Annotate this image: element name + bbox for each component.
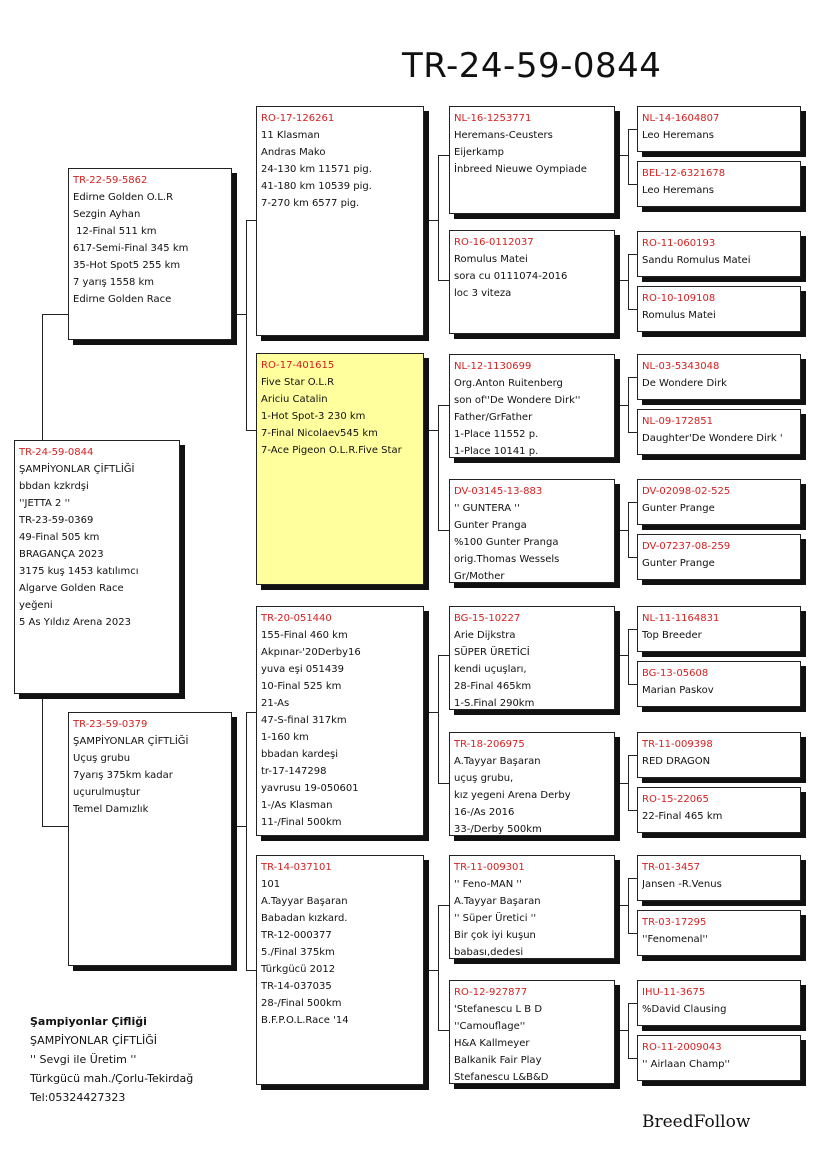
pigeon-info-line: 5./Final 375km [261, 947, 335, 958]
pigeon-info-line: Ariciu Catalin [261, 394, 328, 405]
connector-line [628, 432, 637, 433]
ring-number: TR-18-206975 [454, 739, 525, 750]
great-grandparent-card [449, 106, 615, 214]
great-great-grandparent-card [637, 479, 801, 525]
pigeon-info-line: Gunter Prange [642, 558, 715, 569]
ring-number: NL-16-1253771 [454, 113, 532, 124]
great-great-grandparent-card [637, 606, 801, 652]
connector-line [628, 1058, 637, 1059]
pigeon-info-line: RED DRAGON [642, 756, 711, 767]
ring-number: NL-14-1604807 [642, 113, 720, 124]
pigeon-info-line: Marian Paskov [642, 685, 714, 696]
pigeon-info-line: '' Airlaan Champ'' [642, 1059, 730, 1070]
connector-line [438, 905, 439, 1030]
pigeon-info-line: Stefanescu L&B&D [454, 1072, 549, 1083]
connector-line [42, 826, 68, 827]
pigeon-info-line: 5 As Yıldız Arena 2023 [19, 617, 131, 628]
ring-number: RO-10-109108 [642, 293, 716, 304]
pigeon-info-line: ''Fenomenal'' [642, 934, 708, 945]
pigeon-info-line: 47-S-final 317km [261, 715, 347, 726]
ring-number: RO-11-2009043 [642, 1042, 722, 1053]
ring-number: TR-11-009398 [642, 739, 713, 750]
connector-line [615, 655, 628, 656]
ring-number: NL-11-1164831 [642, 613, 720, 624]
connector-line [438, 1030, 449, 1031]
great-grandparent-card [449, 980, 615, 1084]
pigeon-info-line: Father/GrFather [454, 412, 533, 423]
pigeon-info-line: Sezgin Ayhan [73, 209, 141, 220]
pigeon-info-line: Uçuş grubu [73, 753, 131, 764]
pigeon-info-line: A.Tayyar Başaran [454, 896, 541, 907]
connector-line [628, 502, 629, 557]
ring-number: TR-23-59-0379 [73, 719, 148, 730]
ring-number: RO-15-22065 [642, 794, 709, 805]
pigeon-info-line: H&A Kallmeyer [454, 1038, 530, 1049]
pigeon-info-line: 21-As [261, 698, 290, 709]
pigeon-info-line: BRAGANÇA 2023 [19, 549, 104, 560]
ring-number: BEL-12-6321678 [642, 168, 726, 179]
connector-line [628, 254, 637, 255]
pigeon-info-line: uçurulmuştur [73, 787, 141, 798]
pigeon-info-line: Daughter'De Wondere Dirk ' [642, 433, 783, 444]
connector-line [628, 377, 629, 432]
brand-logo: BreedFollow [642, 1112, 751, 1132]
connector-line [628, 184, 637, 185]
pigeon-info-line: 33-/Derby 500km [454, 824, 542, 835]
pigeon-info-line: son of''De Wondere Dirk'' [454, 395, 581, 406]
breeder-name: Şampiyonlar Çifliği [30, 1015, 147, 1028]
ring-number: NL-12-1130699 [454, 361, 532, 372]
pigeon-info-line: yavrusu 19-050601 [261, 783, 359, 794]
connector-line [246, 220, 256, 221]
pigeon-info-line: tr-17-147298 [261, 766, 327, 777]
connector-line [424, 430, 438, 431]
connector-line [246, 970, 256, 971]
connector-line [615, 280, 628, 281]
ring-number: RO-12-927877 [454, 987, 528, 998]
connector-line [628, 557, 637, 558]
pigeon-info-line: '' Feno-MAN '' [454, 879, 522, 890]
pigeon-info-line: 10-Final 525 km [261, 681, 342, 692]
ring-number: TR-01-3457 [642, 862, 701, 873]
pigeon-info-line: Top Breeder [642, 630, 702, 641]
pigeon-info-line: Gunter Pranga [454, 520, 527, 531]
great-great-grandparent-card [637, 787, 801, 833]
ring-number: DV-03145-13-883 [454, 486, 543, 497]
connector-line [232, 314, 246, 315]
connector-line [615, 783, 628, 784]
connector-line [628, 254, 629, 309]
ring-number: BG-15-10227 [454, 613, 521, 624]
ring-number: TR-20-051440 [261, 613, 332, 624]
pigeon-info-line: 11-/Final 500km [261, 817, 342, 828]
breeder-info [30, 1012, 193, 1107]
ring-number: RO-17-401615 [261, 360, 335, 371]
pigeon-info-line: 7-270 km 6577 pig. [261, 198, 360, 209]
connector-line [628, 1003, 637, 1004]
connector-line [438, 405, 449, 406]
pigeon-info-line: Jansen -R.Venus [642, 879, 722, 890]
pigeon-info-line: 41-180 km 10539 pig. [261, 181, 372, 192]
pigeon-info-line: TR-23-59-0369 [19, 515, 94, 526]
pigeon-info-line: Temel Damızlık [73, 804, 149, 815]
pigeon-info-line: Leo Heremans [642, 185, 714, 196]
pigeon-info-line: TR-12-000377 [261, 930, 332, 941]
pigeon-info-line: De Wondere Dirk [642, 378, 727, 389]
great-grandparent-card [449, 479, 615, 583]
connector-line [424, 970, 438, 971]
breeder-line: ŞAMPİYONLAR ÇİFTLİĞİ [30, 1034, 158, 1047]
connector-line [615, 905, 628, 906]
pigeon-info-line: 1-/As Klasman [261, 800, 333, 811]
great-great-grandparent-card [637, 409, 801, 455]
connector-line [438, 655, 439, 783]
ring-number: TR-11-009301 [454, 862, 525, 873]
breeder-address: Türkgücü mah./Çorlu-Tekirdağ [30, 1072, 194, 1085]
pedigree-title: TR-24-59-0844 [402, 46, 662, 86]
pigeon-info-line: B.F.P.O.L.Race '14 [261, 1015, 349, 1026]
pigeon-info-line: 11 Klasman [261, 130, 320, 141]
pigeon-info-line: 24-130 km 11571 pig. [261, 164, 372, 175]
connector-line [232, 826, 246, 827]
pigeon-info-line: kız yegeni Arena Derby [454, 790, 571, 801]
connector-line [438, 783, 449, 784]
pigeon-info-line: 7yarış 375km kadar [73, 770, 173, 781]
ring-number: TR-03-17295 [642, 917, 707, 928]
pigeon-info-line: 155-Final 460 km [261, 630, 348, 641]
great-grandparent-card [449, 855, 615, 959]
ring-number: NL-09-172851 [642, 416, 713, 427]
pigeon-info-line: babası,dedesi [454, 947, 524, 958]
connector-line [628, 755, 629, 810]
connector-line [615, 1030, 628, 1031]
connector-line [628, 755, 637, 756]
pigeon-info-line: Arie Dijkstra [454, 630, 516, 641]
ring-number: NL-03-5343048 [642, 361, 720, 372]
pigeon-info-line: Türkgücü 2012 [261, 964, 336, 975]
pigeon-info-line: bbadan kardeşi [261, 749, 338, 760]
grandparent-card [256, 353, 424, 585]
pigeon-info-line: Org.Anton Ruitenberg [454, 378, 563, 389]
grandparent-card [256, 106, 424, 336]
connector-line [615, 530, 628, 531]
pigeon-info-line: 1-S.Final 290km [454, 698, 535, 709]
pigeon-info-line: Andras Mako [261, 147, 326, 158]
great-great-grandparent-card [637, 534, 801, 580]
great-grandparent-card [449, 354, 615, 458]
connector-line [438, 655, 449, 656]
connector-line [424, 220, 438, 221]
pigeon-info-line: 1-Place 11552 p. [454, 429, 539, 440]
pigeon-info-line: Bir çok iyi kuşun [454, 930, 536, 941]
pigeon-info-line: ''Camouflage'' [454, 1021, 526, 1032]
pigeon-info-line: Romulus Matei [642, 310, 716, 321]
connector-line [438, 155, 439, 280]
ring-number: DV-02098-02-525 [642, 486, 731, 497]
pigeon-info-line: 35-Hot Spot5 255 km [73, 260, 181, 271]
breeder-line: '' Sevgi ile Üretim '' [30, 1053, 137, 1066]
connector-line [628, 629, 629, 684]
grandparent-card [256, 606, 424, 836]
pigeon-info-line: Algarve Golden Race [19, 583, 124, 594]
ring-number: DV-07237-08-259 [642, 541, 731, 552]
pigeon-info-line: A.Tayyar Başaran [454, 756, 541, 767]
grandparent-card [256, 855, 424, 1085]
pigeon-info-line: Edirne Golden O.L.R [73, 192, 174, 203]
pigeon-info-line: 49-Final 505 km [19, 532, 100, 543]
connector-line [615, 405, 628, 406]
pigeon-info-line: 617-Semi-Final 345 km [73, 243, 189, 254]
pigeon-info-line: yuva eşi 051439 [261, 664, 344, 675]
pigeon-info-line: Akpınar-'20Derby16 [261, 647, 361, 658]
pigeon-info-line: 28-/Final 500km [261, 998, 342, 1009]
pigeon-info-line: Five Star O.L.R [261, 377, 335, 388]
connector-line [628, 933, 637, 934]
ring-number: TR-22-59-5862 [73, 175, 148, 186]
great-great-grandparent-card [637, 354, 801, 400]
connector-line [615, 155, 628, 156]
pigeon-info-line: bbdan kzkrdşi [19, 481, 89, 492]
dam-card [68, 712, 232, 966]
connector-line [628, 377, 637, 378]
connector-line [628, 502, 637, 503]
connector-line [246, 712, 256, 713]
pigeon-info-line: Leo Heremans [642, 130, 714, 141]
pigeon-info-line: TR-14-037035 [261, 981, 332, 992]
pigeon-info-line: %100 Gunter Pranga [454, 537, 559, 548]
pigeon-info-line: Gr/Mother [454, 571, 505, 582]
pigeon-info-line: 3175 kuş 1453 katılımcı [19, 566, 139, 577]
connector-line [628, 629, 637, 630]
pigeon-info-line: 12-Final 511 km [73, 226, 157, 237]
ring-number: RO-16-0112037 [454, 237, 534, 248]
great-great-grandparent-card [637, 106, 801, 152]
connector-line [628, 878, 629, 933]
connector-line [246, 220, 247, 430]
great-grandparent-card [449, 230, 615, 334]
pigeon-info-line: ŞAMPİYONLAR ÇİFTLİĞİ [73, 736, 189, 747]
pigeon-info-line: Gunter Prange [642, 503, 715, 514]
connector-line [438, 530, 449, 531]
pigeon-info-line: 1-Hot Spot-3 230 km [261, 411, 366, 422]
pigeon-info-line: Sandu Romulus Matei [642, 255, 751, 266]
great-great-grandparent-card [637, 286, 801, 332]
ring-number: BG-13-05608 [642, 668, 709, 679]
pigeon-info-line: orig.Thomas Wessels [454, 554, 560, 565]
connector-line [438, 905, 449, 906]
pigeon-info-line: 7-Final Nicolaev545 km [261, 428, 378, 439]
ring-number: TR-24-59-0844 [19, 447, 94, 458]
pigeon-info-line: 28-Final 465km [454, 681, 532, 692]
connector-line [246, 712, 247, 970]
pigeon-info-line: Eijerkamp [454, 147, 504, 158]
pigeon-info-line: 'Stefanescu L B D [454, 1004, 543, 1015]
connector-line [628, 684, 637, 685]
great-great-grandparent-card [637, 661, 801, 707]
pigeon-info-line: Balkanik Fair Play [454, 1055, 542, 1066]
pigeon-info-line: 1-Place 10141 p. [454, 446, 539, 457]
connector-line [628, 1003, 629, 1058]
pigeon-info-line: yeğeni [19, 600, 53, 611]
connector-line [438, 280, 449, 281]
sire-card [68, 168, 232, 340]
connector-line [424, 712, 438, 713]
great-grandparent-card [449, 606, 615, 710]
pigeon-info-line: '' GUNTERA '' [454, 503, 520, 514]
great-great-grandparent-card [637, 855, 801, 901]
great-great-grandparent-card [637, 1035, 801, 1081]
great-grandparent-card [449, 732, 615, 836]
pigeon-info-line: sora cu 0111074-2016 [454, 271, 568, 282]
pigeon-info-line: %David Clausing [642, 1004, 727, 1015]
pigeon-info-line: kendi uçuşları, [454, 664, 527, 675]
pigeon-info-line: uçuş grubu, [454, 773, 514, 784]
great-great-grandparent-card [637, 732, 801, 778]
pigeon-info-line: Babadan kızkard. [261, 913, 348, 924]
great-great-grandparent-card [637, 161, 801, 207]
connector-line [628, 129, 637, 130]
ring-number: RO-11-060193 [642, 238, 716, 249]
pigeon-info-line: 101 [261, 879, 281, 890]
pigeon-info-line: Romulus Matei [454, 254, 528, 265]
pigeon-info-line: 7-Ace Pigeon O.L.R.Five Star [261, 445, 402, 456]
pigeon-info-line: 22-Final 465 km [642, 811, 723, 822]
pigeon-info-line: 1-160 km [261, 732, 309, 743]
pigeon-info-line: SÜPER ÜRETİCİ [454, 647, 530, 658]
pigeon-info-line: ''JETTA 2 '' [19, 498, 71, 509]
pigeon-info-line: 16-/As 2016 [454, 807, 515, 818]
connector-line [628, 129, 629, 184]
great-great-grandparent-card [637, 231, 801, 277]
breeder-phone: Tel:05324427323 [30, 1091, 126, 1104]
pigeon-info-line: Edirne Golden Race [73, 294, 172, 305]
ring-number: TR-14-037101 [261, 862, 332, 873]
pigeon-info-line: A.Tayyar Başaran [261, 896, 348, 907]
connector-line [438, 155, 449, 156]
pigeon-info-line: loc 3 viteza [454, 288, 512, 299]
connector-line [42, 314, 68, 315]
subject-pigeon-card [14, 440, 180, 694]
pigeon-info-line: İnbreed Nieuwe Oympiade [454, 164, 587, 175]
great-great-grandparent-card [637, 910, 801, 956]
connector-line [628, 878, 637, 879]
connector-line [246, 430, 256, 431]
connector-line [628, 810, 637, 811]
pigeon-info-line: Heremans-Ceusters [454, 130, 553, 141]
connector-line [438, 405, 439, 530]
ring-number: IHU-11-3675 [642, 987, 706, 998]
pigeon-info-line: 7 yarış 1558 km [73, 277, 155, 288]
connector-line [628, 309, 637, 310]
pigeon-info-line: ŞAMPİYONLAR ÇİFTLİĞİ [19, 464, 135, 475]
great-great-grandparent-card [637, 980, 801, 1026]
pigeon-info-line: '' Süper Üretici '' [454, 913, 537, 924]
ring-number: RO-17-126261 [261, 113, 335, 124]
